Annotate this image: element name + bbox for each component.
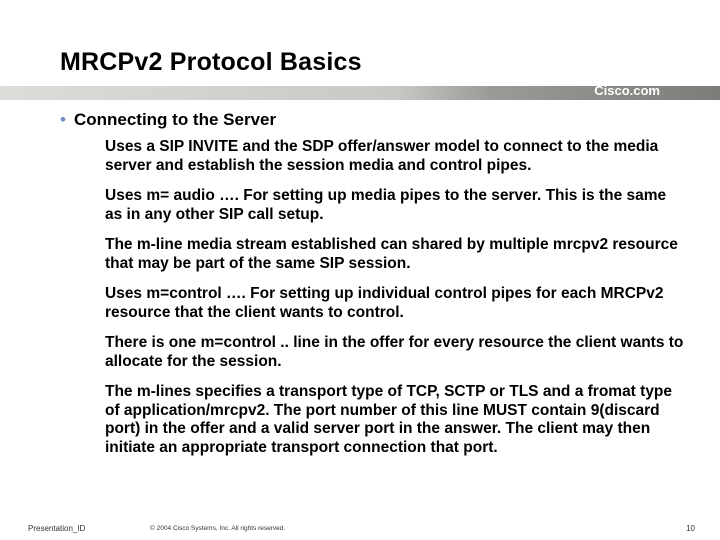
brand-label: Cisco.com (594, 83, 660, 98)
paragraph: The m-line media stream established can shared by multiple mrcpv2 resource that may be part of the same SIP session. (105, 236, 678, 272)
paragraph: Uses m= audio …. For setting up media pipes to the server. This is the same as in any other SIP call setup. (105, 187, 667, 223)
section-heading-text: Connecting to the Server (73, 110, 277, 129)
slide-title: MRCPv2 Protocol Basics (60, 48, 362, 76)
footer-page-number: 10 (686, 524, 695, 533)
bullet-icon: • (60, 110, 66, 129)
section-heading (60, 109, 276, 131)
paragraph-list (105, 138, 685, 469)
paragraph: The m-lines specifies a transport type of TCP, SCTP or TLS and a fromat type of application/mrcpv2. The port number of this line MUST contain 9(discard port) in the offer and a valid server port in the answer. The client may then initiate an appropriate transport connection that port. (105, 383, 673, 456)
paragraph: Uses a SIP INVITE and the SDP offer/answer model to connect to the media server and establish the session media and control pipes. (105, 138, 659, 174)
footer-presentation-id: Presentation_ID (28, 524, 86, 533)
paragraph: Uses m=control …. For setting up individual control pipes for each MRCPv2 resource that the client wants to control. (105, 285, 664, 321)
footer-copyright: © 2004 Cisco Systems, Inc. All rights reserved. (150, 525, 286, 532)
paragraph: There is one m=control .. line in the offer for every resource the client wants to allocate for the session. (105, 334, 684, 370)
